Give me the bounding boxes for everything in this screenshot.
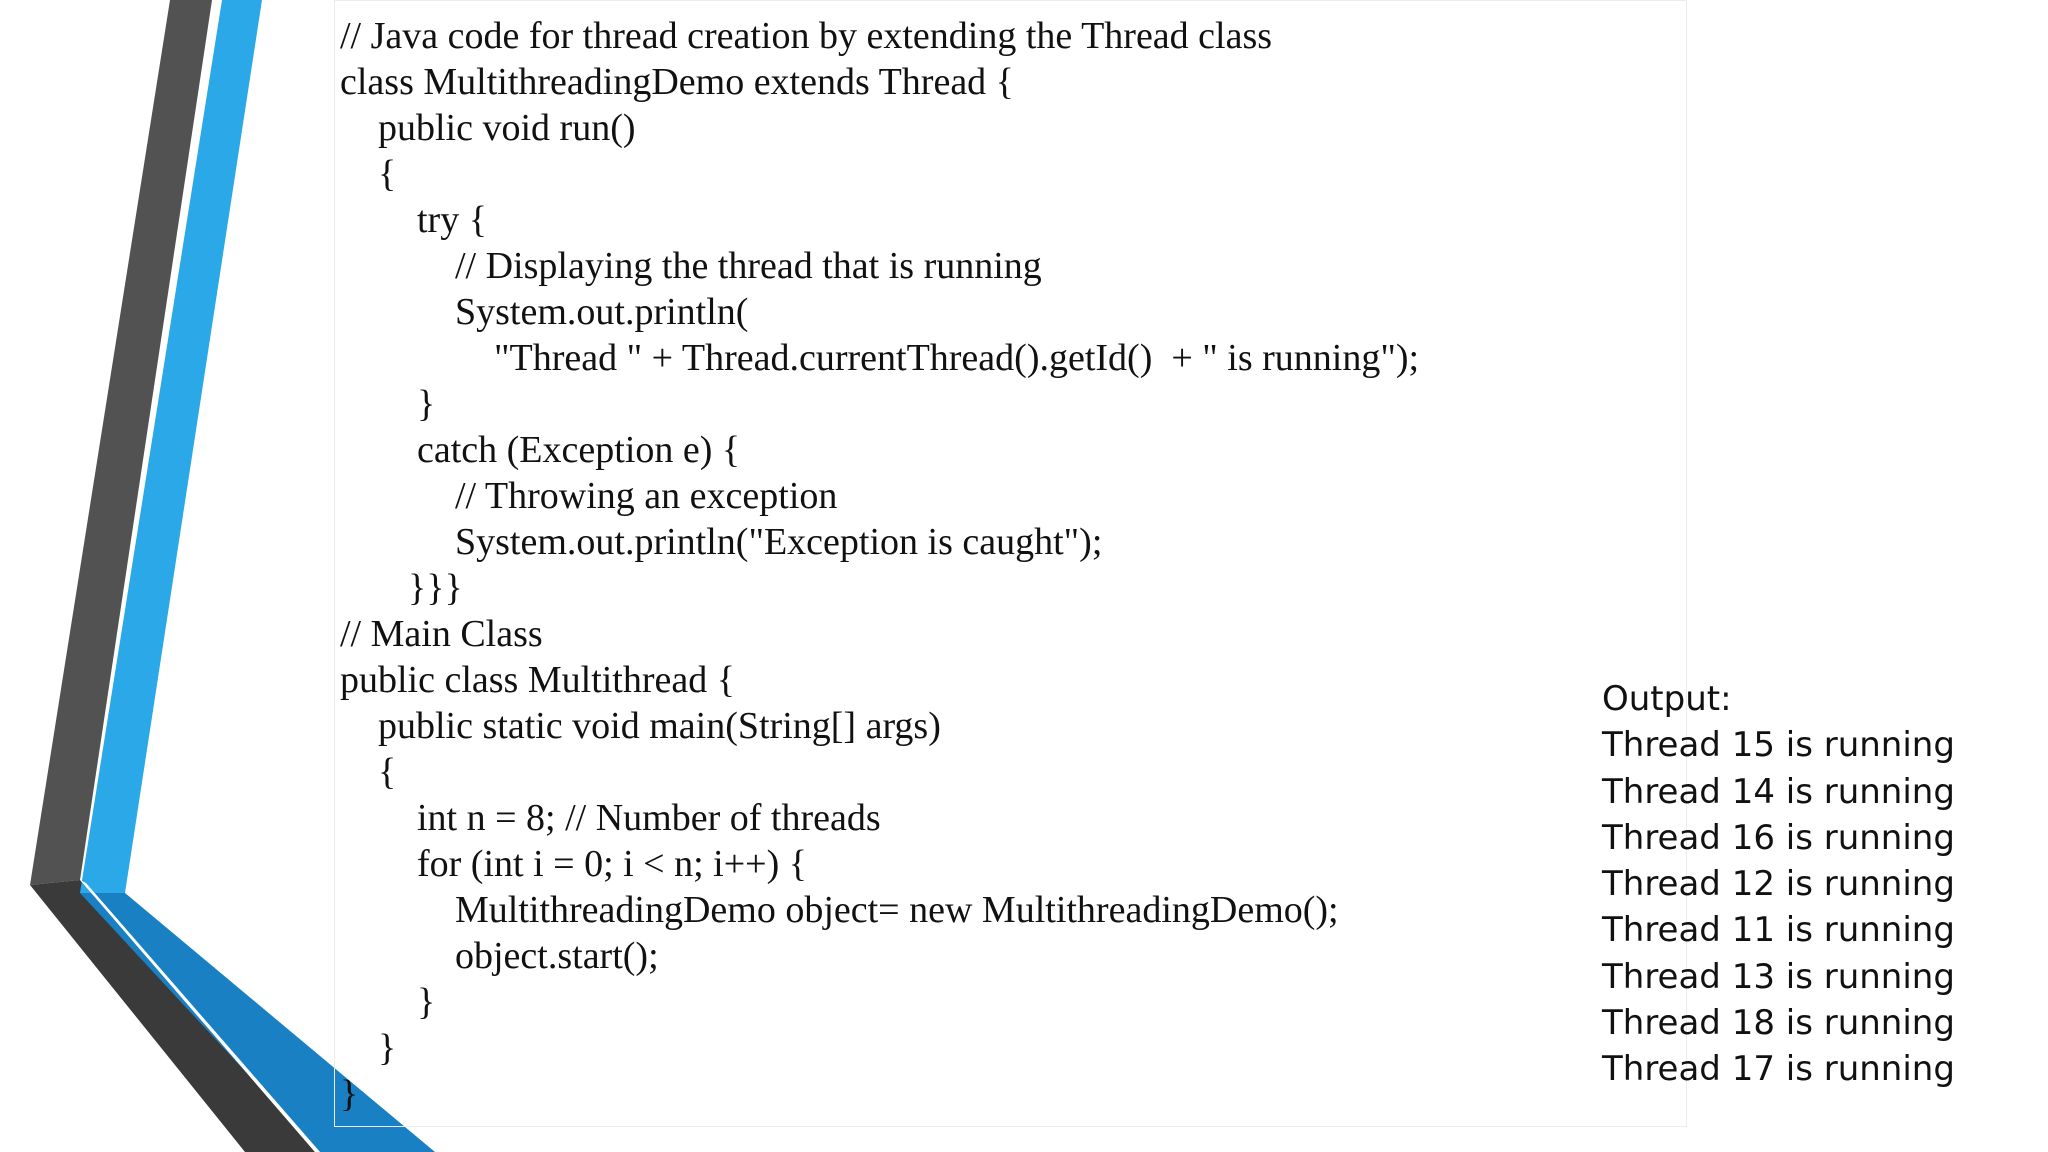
output-block (1602, 676, 1955, 1093)
code-line: }}} (408, 567, 463, 609)
code-line: for (int i = 0; i < n; i++) { (417, 843, 807, 885)
output-line: Thread 13 is running (1602, 956, 1955, 997)
code-line: public class Multithread { (340, 659, 735, 701)
code-line: catch (Exception e) { (417, 429, 741, 471)
code-line: } (417, 383, 436, 425)
code-line: } (417, 981, 436, 1023)
output-label: Output: (1602, 679, 1732, 719)
code-line: public static void main(String[] args) (378, 705, 941, 747)
output-line: Thread 18 is running (1602, 1003, 1955, 1044)
code-line: // Displaying the thread that is running (455, 245, 1042, 287)
code-line: { (378, 153, 397, 195)
code-line: object.start(); (455, 935, 659, 977)
output-line: Thread 16 is running (1602, 817, 1955, 858)
code-line: } (340, 1073, 359, 1115)
code-line: "Thread " + Thread.currentThread().getId() + " is running"); (494, 337, 1420, 379)
output-line: Thread 12 is running (1602, 864, 1955, 905)
code-line: { (378, 751, 397, 793)
output-line: Thread 15 is running (1602, 725, 1955, 766)
code-line: System.out.println( (455, 291, 749, 333)
code-line: class MultithreadingDemo extends Thread { (340, 61, 1014, 103)
decor-dark-band-lower (30, 880, 315, 1152)
code-line: } (378, 1027, 397, 1069)
code-line: // Throwing an exception (455, 475, 838, 517)
output-line: Thread 17 is running (1602, 1049, 1955, 1090)
code-line: int n = 8; // Number of threads (417, 797, 881, 839)
code-line: // Main Class (340, 613, 543, 655)
output-line: Thread 14 is running (1602, 771, 1955, 812)
decor-white-divider (80, 880, 320, 1152)
code-line: MultithreadingDemo object= new MultithreadingDemo(); (455, 889, 1339, 931)
code-line: System.out.println("Exception is caught"); (455, 521, 1103, 563)
output-line: Thread 11 is running (1602, 910, 1955, 951)
code-line: try { (417, 199, 487, 241)
code-line: // Java code for thread creation by extending the Thread class (340, 15, 1273, 57)
code-line: public void run() (378, 107, 636, 149)
